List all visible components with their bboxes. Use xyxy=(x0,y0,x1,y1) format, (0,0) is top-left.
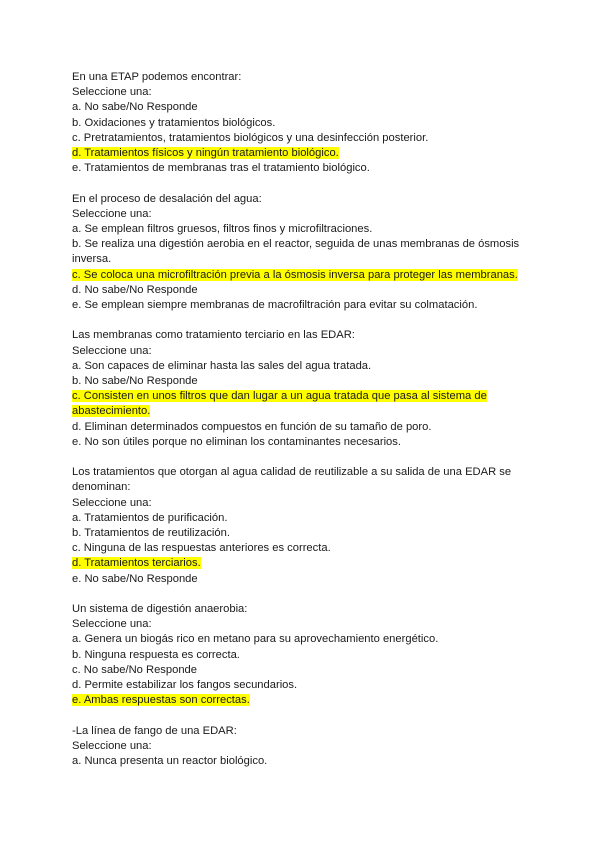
option-b: b. Ninguna respuesta es correcta. xyxy=(72,648,240,661)
question-prompt: En el proceso de desalación del agua: xyxy=(72,192,262,205)
option-d: d. No sabe/No Responde xyxy=(72,283,198,296)
question-instruction: Seleccione una: xyxy=(72,618,152,631)
option-b: b. Se realiza una digestión aerobia en el reactor, seguida de unas membranas de ósmosis inversa. xyxy=(72,238,520,266)
question-5 xyxy=(72,602,532,708)
option-a: a. Se emplean filtros gruesos, filtros finos y microfiltraciones. xyxy=(72,223,373,236)
question-prompt: Un sistema de digestión anaerobia: xyxy=(72,603,248,616)
option-a: a. No sabe/No Responde xyxy=(72,101,198,114)
option-b: b. No sabe/No Responde xyxy=(72,375,198,388)
question-instruction: Seleccione una: xyxy=(72,496,152,509)
option-d-highlighted: d. Tratamientos terciarios. xyxy=(72,557,201,570)
option-e: e. Tratamientos de membranas tras el tratamiento biológico. xyxy=(72,162,370,175)
question-instruction: Seleccione una: xyxy=(72,86,152,99)
option-b: b. Tratamientos de reutilización. xyxy=(72,527,230,540)
option-e: e. Se emplean siempre membranas de macrofiltración para evitar su colmatación. xyxy=(72,299,478,312)
option-b: b. Oxidaciones y tratamientos biológicos. xyxy=(72,116,276,129)
option-d-highlighted: d. Tratamientos físicos y ningún tratamiento biológico. xyxy=(72,147,339,160)
option-c-highlighted: c. Se coloca una microfiltración previa a la ósmosis inversa para proteger las membranas. xyxy=(72,268,518,281)
question-prompt: Las membranas como tratamiento terciario en las EDAR: xyxy=(72,329,355,342)
question-prompt: En una ETAP podemos encontrar: xyxy=(72,71,242,83)
option-c-highlighted: c. Consisten en unos filtros que dan lugar a un agua tratada que pasa al sistema de abastecimiento. xyxy=(72,390,487,418)
option-a: a. Tratamientos de purificación. xyxy=(72,511,228,524)
option-c: c. Pretratamientos, tratamientos biológicos y una desinfección posterior. xyxy=(72,131,429,144)
option-a: a. Son capaces de eliminar hasta las sales del agua tratada. xyxy=(72,359,372,372)
question-prompt: -La línea de fango de una EDAR: xyxy=(72,724,237,737)
document-body xyxy=(72,70,532,784)
question-4 xyxy=(72,465,532,587)
question-prompt: Los tratamientos que otorgan al agua calidad de reutilizable a su salida de una EDAR se denominan: xyxy=(72,466,512,494)
option-c: c. No sabe/No Responde xyxy=(72,663,198,676)
question-3 xyxy=(72,328,532,450)
option-e: e. No son útiles porque no eliminan los contaminantes necesarios. xyxy=(72,435,401,448)
question-instruction: Seleccione una: xyxy=(72,207,152,220)
question-instruction: Seleccione una: xyxy=(72,739,152,752)
question-6 xyxy=(72,724,532,770)
question-2 xyxy=(72,192,532,314)
option-d: d. Eliminan determinados compuestos en función de su tamaño de poro. xyxy=(72,420,432,433)
question-instruction: Seleccione una: xyxy=(72,344,152,357)
question-1 xyxy=(72,70,532,176)
option-a: a. Genera un biogás rico en metano para su aprovechamiento energético. xyxy=(72,633,439,646)
option-e: e. No sabe/No Responde xyxy=(72,572,198,585)
option-c: c. Ninguna de las respuestas anteriores es correcta. xyxy=(72,542,331,555)
option-d: d. Permite estabilizar los fangos secundarios. xyxy=(72,679,298,692)
option-e-highlighted: e. Ambas respuestas son correctas. xyxy=(72,694,250,707)
option-a: a. Nunca presenta un reactor biológico. xyxy=(72,755,268,768)
